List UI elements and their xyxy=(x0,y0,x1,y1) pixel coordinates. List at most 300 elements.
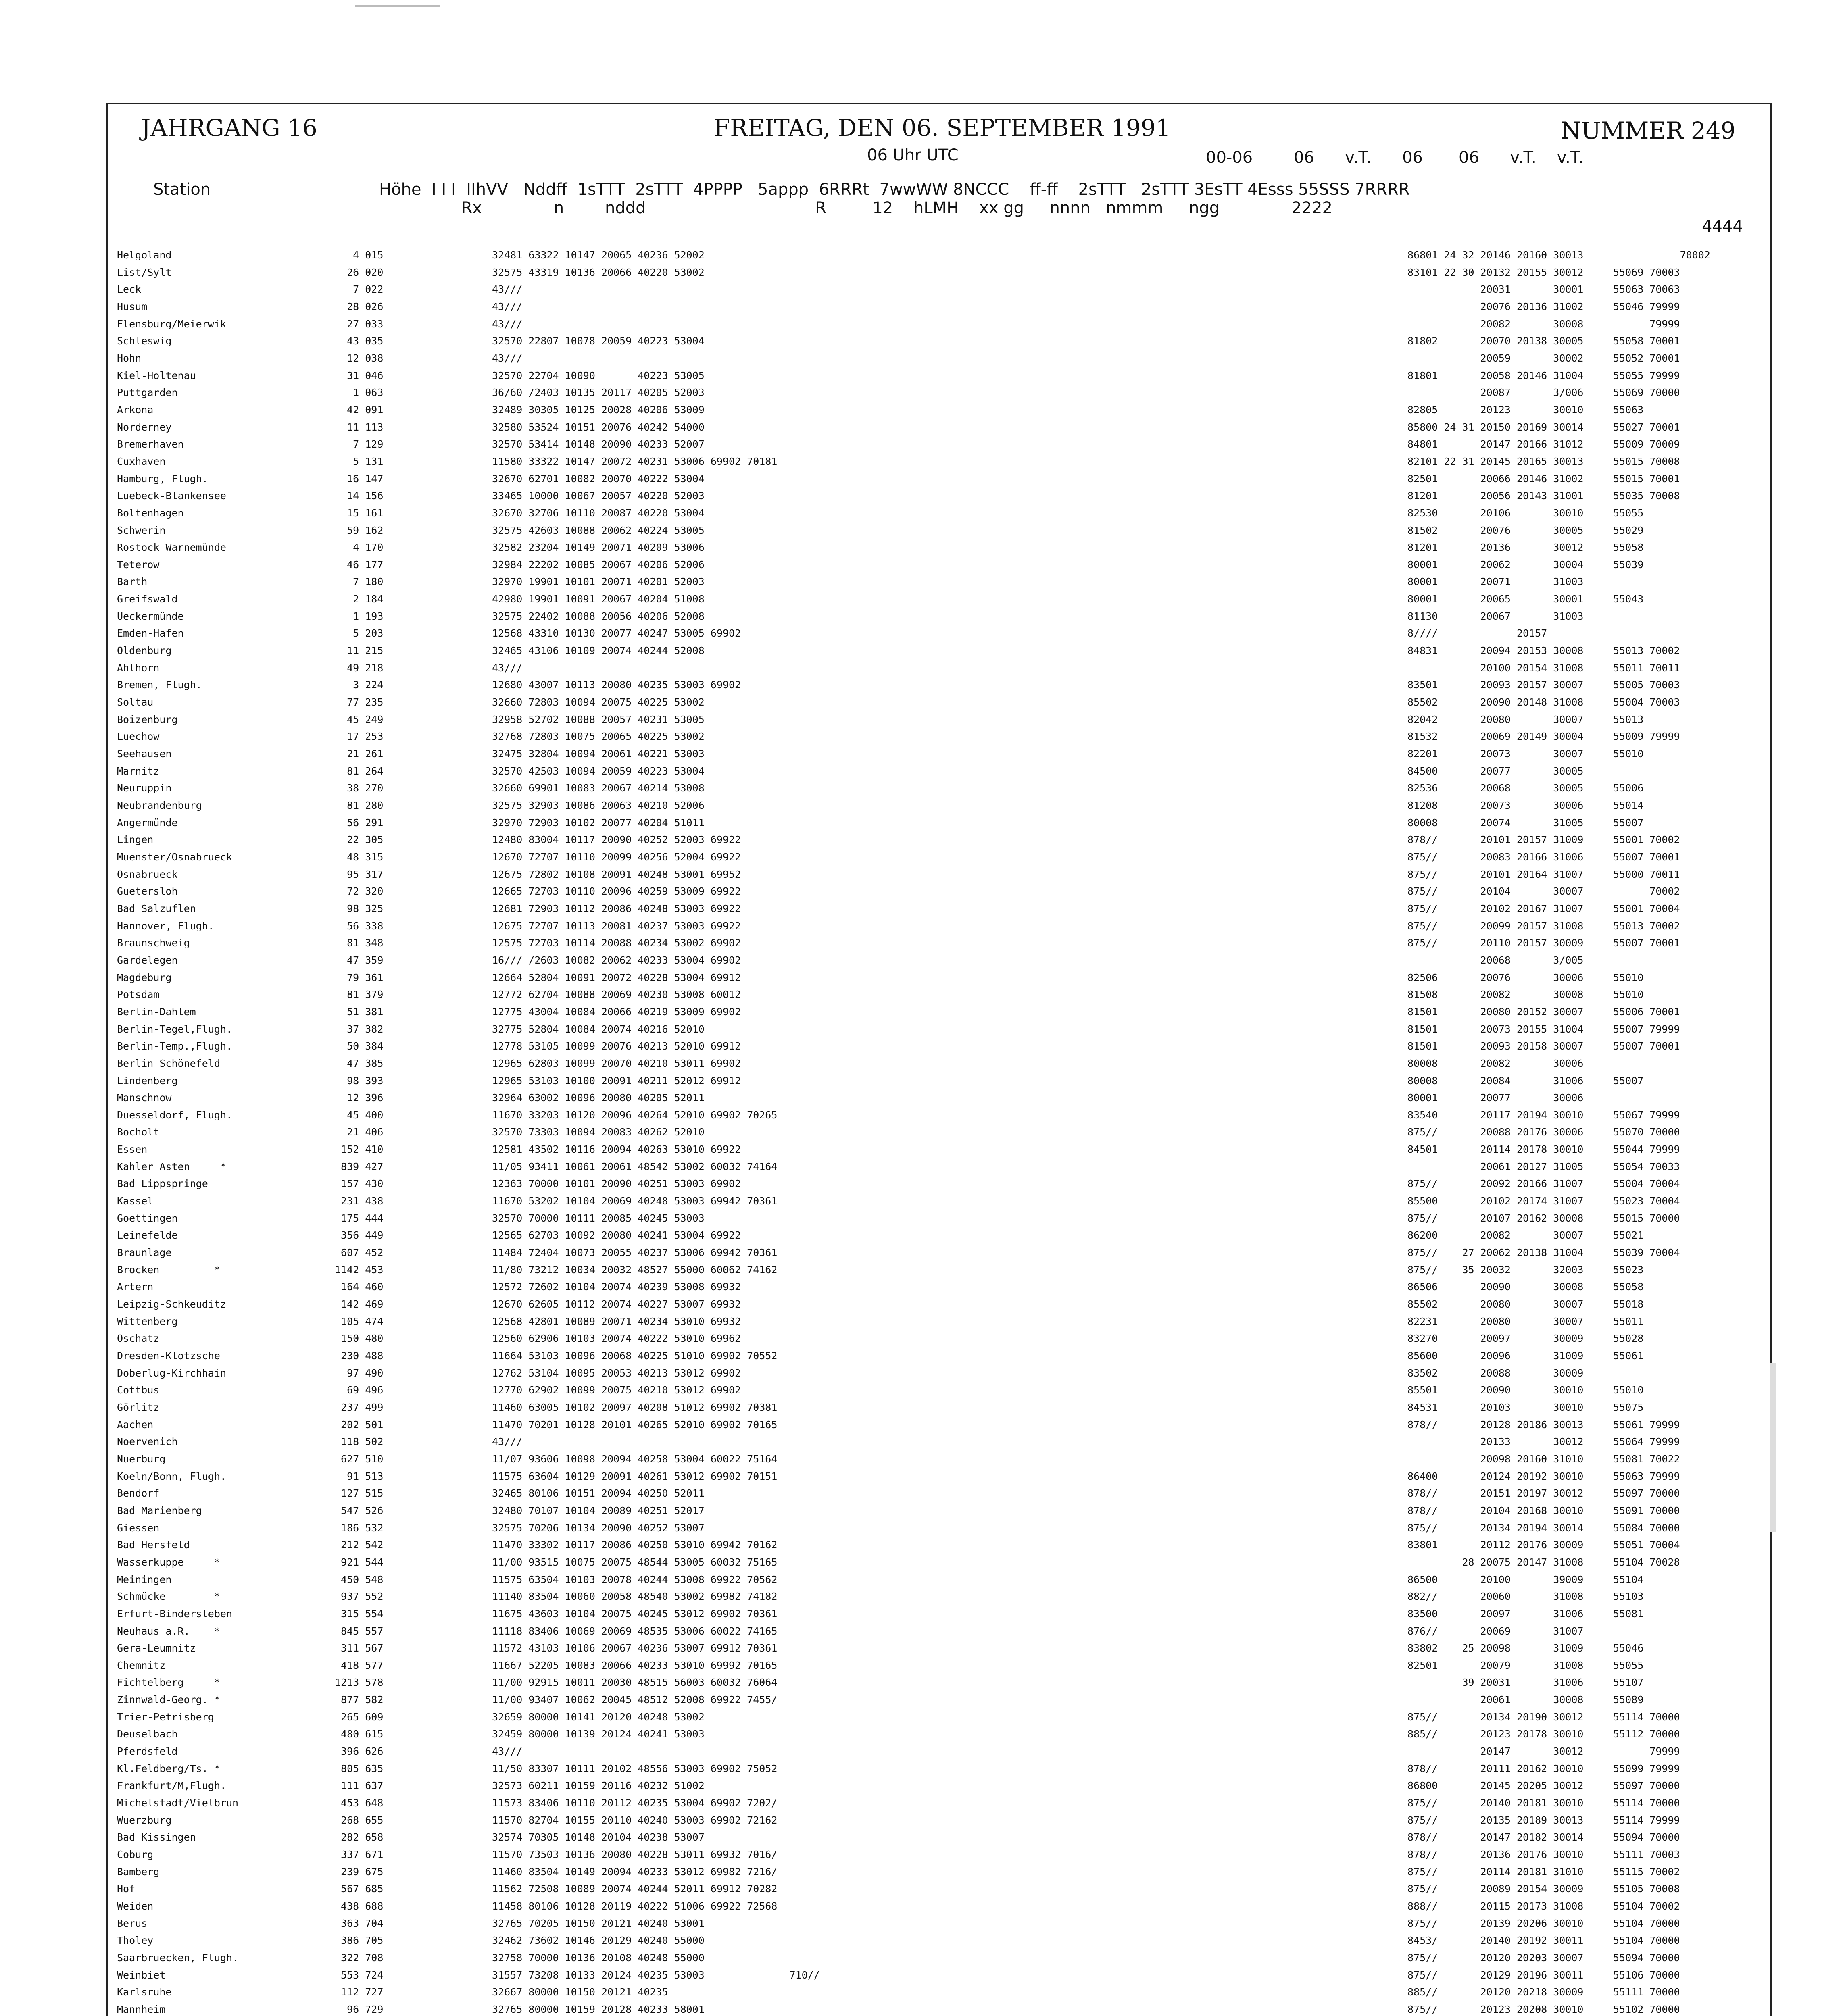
synop-groups: 12670 62605 10112 20074 40227 53007 69932 xyxy=(492,1298,741,1310)
station-id: 16 147 xyxy=(335,473,384,485)
station-id: 805 635 xyxy=(335,1762,384,1774)
supplementary-groups: 55069 70003 xyxy=(1613,266,1680,278)
station-id: 627 510 xyxy=(335,1453,384,1465)
station-id: 96 729 xyxy=(335,2003,384,2015)
table-row xyxy=(117,591,1766,608)
table-row xyxy=(117,1347,1766,1365)
supplementary-groups: 55094 70000 xyxy=(1613,1951,1680,1964)
extra-groups: 878// 20128 20186 30013 xyxy=(1407,1418,1584,1431)
station-id: 15 161 xyxy=(335,507,384,519)
synop-groups: 12560 62906 10103 20074 40222 53010 69962 xyxy=(492,1333,741,1345)
synop-groups: 16/// /2603 10082 20062 40233 53004 69902 xyxy=(492,954,741,966)
table-row xyxy=(117,952,1766,969)
volume-label: JAHRGANG 16 xyxy=(141,114,317,142)
supplementary-groups: 55058 xyxy=(1613,1281,1644,1293)
table-row xyxy=(117,1674,1766,1691)
station-name: Meiningen xyxy=(117,1573,172,1585)
extra-groups: 81801 20058 20146 31004 xyxy=(1407,369,1584,381)
station-name: Giessen xyxy=(117,1522,160,1534)
supplementary-groups: 55064 79999 xyxy=(1613,1436,1680,1448)
supplementary-groups: 55028 xyxy=(1613,1333,1644,1345)
station-id: 43 035 xyxy=(335,335,384,347)
station-id: 231 438 xyxy=(335,1195,384,1207)
extra-groups: 83500 20097 31006 xyxy=(1407,1608,1584,1620)
station-id: 98 393 xyxy=(335,1075,384,1087)
synop-groups: 11470 33302 10117 20086 40250 53010 69942 70162 xyxy=(492,1539,778,1551)
synop-groups: 32465 80106 10151 20094 40250 52011 xyxy=(492,1487,705,1500)
station-id: 547 526 xyxy=(335,1504,384,1516)
synop-groups: 12775 43004 10084 20066 40219 53009 69902 xyxy=(492,1006,741,1018)
station-id: 4 170 xyxy=(335,541,384,554)
station-name: Karlsruhe xyxy=(117,1986,172,1998)
synop-groups: 43/// xyxy=(492,300,523,312)
supplementary-groups: 55044 79999 xyxy=(1613,1143,1680,1156)
supplementary-groups: 55007 70001 xyxy=(1613,937,1680,949)
extra-groups: 82201 20073 30007 xyxy=(1407,748,1584,760)
table-row xyxy=(117,1055,1766,1073)
synop-groups: 32480 70107 10104 20089 40251 52017 xyxy=(492,1504,705,1516)
station-name: Norderney xyxy=(117,421,172,433)
station-id: 1213 578 xyxy=(335,1677,384,1689)
supplementary-groups: 55007 70001 xyxy=(1613,851,1680,863)
station-name: Potsdam xyxy=(117,989,160,1001)
extra-groups: 39 20031 31006 xyxy=(1407,1677,1584,1689)
extra-groups: 81208 20073 30006 xyxy=(1407,800,1584,811)
station-id: 1 063 xyxy=(335,387,384,399)
station-id: 450 548 xyxy=(335,1573,384,1585)
station-id: 1 193 xyxy=(335,610,384,622)
extra-groups: 84500 20077 30005 xyxy=(1407,765,1584,777)
time-label: 06 Uhr UTC xyxy=(867,146,959,165)
extra-groups: 875// 20104 30007 xyxy=(1407,885,1584,898)
station-name: Braunschweig xyxy=(117,937,190,949)
extra-groups: 85502 20090 20148 31008 xyxy=(1407,696,1584,708)
station-name: Kassel xyxy=(117,1195,154,1207)
station-name: Artern xyxy=(117,1281,154,1293)
synop-groups: 32768 72803 10075 20065 40225 53002 xyxy=(492,731,705,743)
table-row xyxy=(117,1640,1766,1657)
extra-groups: 81130 20067 31003 xyxy=(1407,610,1584,622)
table-row xyxy=(117,1262,1766,1279)
extra-groups: 20133 30012 xyxy=(1407,1436,1584,1448)
station-name: Goettingen xyxy=(117,1212,178,1224)
station-id: 937 552 xyxy=(335,1591,384,1603)
supplementary-groups: 55009 79999 xyxy=(1613,731,1680,743)
table-row xyxy=(117,728,1766,746)
table-row xyxy=(117,1760,1766,1778)
column-header-line1: Höhe I I I IIhVV Nddff 1sTTT 2sTTT 4PPPP 5appp 6RRRt 7wwWW 8NCCC ff-ff 2sTTT 2sTTT 3EsTT 4Esss 55SSS 7RRRR xyxy=(379,180,1410,199)
extra-groups: 20147 30012 xyxy=(1407,1745,1584,1758)
station-id: 567 685 xyxy=(335,1883,384,1895)
station-id: 97 490 xyxy=(335,1367,384,1379)
station-id: 72 320 xyxy=(335,885,384,898)
extra-groups: 875// 20092 20166 31007 xyxy=(1407,1178,1584,1190)
supplementary-groups: 70002 xyxy=(1613,885,1680,898)
extra-groups: 81501 20073 20155 31004 xyxy=(1407,1023,1584,1035)
station-id: 164 460 xyxy=(335,1281,384,1293)
extra-groups: 20098 20160 31010 xyxy=(1407,1453,1584,1465)
station-name: Michelstadt/Vielbrun xyxy=(117,1797,239,1809)
station-name: Chemnitz xyxy=(117,1659,166,1671)
station-name: Gardelegen xyxy=(117,954,178,966)
table-row xyxy=(117,1984,1766,2001)
supplementary-groups: 55007 xyxy=(1613,1075,1644,1087)
synop-groups: 11675 43603 10104 20075 40245 53012 69902 70361 xyxy=(492,1608,778,1620)
extra-groups: 83540 20117 20194 30010 xyxy=(1407,1109,1584,1121)
supplementary-groups: 55107 xyxy=(1613,1677,1644,1689)
supplementary-groups: 55058 70001 xyxy=(1613,335,1680,347)
supplementary-groups: 55015 70000 xyxy=(1613,1212,1680,1224)
synop-groups: 11/05 93411 10061 20061 48542 53002 60032 74164 xyxy=(492,1160,778,1173)
station-id: 12 038 xyxy=(335,352,384,364)
station-name: Ueckermünde xyxy=(117,610,184,622)
extra-groups: 20087 3/006 xyxy=(1407,387,1584,399)
station-name: Leipzig-Schkeuditz xyxy=(117,1298,226,1310)
supplementary-groups: 55104 70000 xyxy=(1613,1935,1680,1947)
table-row xyxy=(117,780,1766,797)
table-row xyxy=(117,866,1766,883)
synop-groups: 11/50 83307 10111 20102 48556 53003 69902 75052 xyxy=(492,1762,778,1774)
synop-groups: 12572 72602 10104 20074 40239 53008 69932 xyxy=(492,1281,741,1293)
station-name: Weiden xyxy=(117,1900,154,1912)
supplementary-groups: 55006 xyxy=(1613,782,1644,794)
extra-groups: 80001 20077 30006 xyxy=(1407,1092,1584,1104)
supplementary-groups: 55061 xyxy=(1613,1350,1644,1362)
extra-groups: 875// 20120 20203 30007 xyxy=(1407,1951,1584,1964)
supplementary-groups: 55039 xyxy=(1613,558,1644,571)
table-row xyxy=(117,642,1766,660)
synop-groups: 12770 62902 10099 20075 40210 53012 69902 xyxy=(492,1384,741,1396)
issue-number: NUMMER 249 xyxy=(1561,117,1736,144)
extra-groups: 20061 20127 31005 xyxy=(1407,1160,1584,1173)
station-id: 81 264 xyxy=(335,765,384,777)
table-row xyxy=(117,883,1766,900)
table-row xyxy=(117,453,1766,471)
synop-groups: 32970 72903 10102 20077 40204 51011 xyxy=(492,816,705,829)
station-name: Berlin-Dahlem xyxy=(117,1006,196,1018)
synop-groups: 42980 19901 10091 20067 40204 51008 xyxy=(492,593,705,605)
station-name: Braunlage xyxy=(117,1247,172,1259)
table-row xyxy=(117,1743,1766,1760)
extra-groups: 82231 20080 30007 xyxy=(1407,1315,1584,1327)
synop-groups: 32570 73303 10094 20083 40262 52010 xyxy=(492,1126,705,1138)
table-row xyxy=(117,487,1766,505)
extra-groups: 81201 20056 20143 31001 xyxy=(1407,490,1584,502)
station-id: 77 235 xyxy=(335,696,384,708)
table-row xyxy=(117,1193,1766,1210)
station-name: Noervenich xyxy=(117,1436,178,1448)
extra-groups: 82042 20080 30007 xyxy=(1407,713,1584,725)
station-id: 386 705 xyxy=(335,1935,384,1947)
station-name: Schleswig xyxy=(117,335,172,347)
extra-groups: 81501 20080 20152 30007 xyxy=(1407,1006,1584,1018)
station-name: Boltenhagen xyxy=(117,507,184,519)
supplementary-groups: 79999 xyxy=(1613,1745,1680,1758)
station-name: Doberlug-Kirchhain xyxy=(117,1367,226,1379)
extra-groups: 85500 20102 20174 31007 xyxy=(1407,1195,1584,1207)
extra-groups: 86506 20090 30008 xyxy=(1407,1281,1584,1293)
station-name: Frankfurt/M,Flugh. xyxy=(117,1780,226,1792)
station-id: 268 655 xyxy=(335,1814,384,1826)
station-name: Angermünde xyxy=(117,816,178,829)
station-name: Lingen xyxy=(117,834,154,846)
synop-groups: 11484 72404 10073 20055 40237 53006 69942 70361 xyxy=(492,1247,778,1259)
station-name: Teterow xyxy=(117,558,160,571)
synop-groups: 11460 83504 10149 20094 40233 53012 69982 7216/ xyxy=(492,1866,778,1878)
station-name: Barth xyxy=(117,576,148,588)
station-name: Mannheim xyxy=(117,2003,166,2015)
station-id: 47 359 xyxy=(335,954,384,966)
extra-groups: 82506 20076 30006 xyxy=(1407,971,1584,983)
supplementary-groups: 55004 70004 xyxy=(1613,1178,1680,1190)
extra-groups: 83801 20112 20176 30009 xyxy=(1407,1539,1584,1551)
supplementary-groups: 55027 70001 xyxy=(1613,421,1680,433)
station-id: 337 671 xyxy=(335,1849,384,1861)
extra-groups: 875// 20129 20196 30011 xyxy=(1407,1969,1584,1981)
station-id: 127 515 xyxy=(335,1487,384,1500)
table-row xyxy=(117,1932,1766,1949)
table-row xyxy=(117,1777,1766,1795)
station-name: Puttgarden xyxy=(117,387,178,399)
column-header-line3: 4444 xyxy=(1702,217,1743,236)
station-id: 3 224 xyxy=(335,679,384,691)
table-row xyxy=(117,1073,1766,1090)
synop-groups: 32575 70206 10134 20090 40252 53007 xyxy=(492,1522,705,1534)
supplementary-groups: 55094 70000 xyxy=(1613,1831,1680,1843)
synop-groups: 36/60 /2403 10135 20117 40205 52003 xyxy=(492,387,705,399)
scan-mark xyxy=(355,5,440,7)
extra-groups: 84801 20147 20166 31012 xyxy=(1407,438,1584,450)
extra-groups: 80001 20065 30001 xyxy=(1407,593,1584,605)
station-id: 59 162 xyxy=(335,524,384,536)
station-id: 363 704 xyxy=(335,1917,384,1929)
extra-groups: 20100 20154 31008 xyxy=(1407,662,1584,674)
station-name: Bad Lippspringe xyxy=(117,1178,208,1190)
extra-groups: 86500 20100 39009 xyxy=(1407,1573,1584,1585)
extra-groups: 86200 20082 30007 xyxy=(1407,1229,1584,1241)
supplementary-groups: 55004 70003 xyxy=(1613,696,1680,708)
station-id: 81 379 xyxy=(335,989,384,1001)
table-row xyxy=(117,522,1766,539)
synop-groups: 11575 63604 10129 20091 40261 53012 69902 70151 xyxy=(492,1470,778,1482)
extra-groups: 875// 20110 20157 30009 xyxy=(1407,937,1584,949)
synop-groups: 32459 80000 10139 20124 40241 53003 xyxy=(492,1728,705,1740)
station-id: 7 180 xyxy=(335,576,384,588)
supplementary-groups: 55104 xyxy=(1613,1573,1644,1585)
table-row xyxy=(117,1864,1766,1881)
extra-groups: 80001 20062 30004 xyxy=(1407,558,1584,571)
extra-groups: 875// 20134 20190 30012 xyxy=(1407,1711,1584,1723)
station-id: 27 033 xyxy=(335,318,384,330)
extra-groups: 84831 20094 20153 30008 xyxy=(1407,645,1584,657)
supplementary-groups: 55018 xyxy=(1613,1298,1644,1310)
extra-groups: 82101 22 31 20145 20165 30013 xyxy=(1407,455,1584,467)
synop-groups: 11570 82704 10155 20110 40240 53003 69902 72162 xyxy=(492,1814,778,1826)
supplementary-groups: 55051 70004 xyxy=(1613,1539,1680,1551)
table-row xyxy=(117,900,1766,918)
synop-groups: 43/// xyxy=(492,318,523,330)
station-name: Zinnwald-Georg. * xyxy=(117,1694,220,1706)
station-name: Luebeck-Blankensee xyxy=(117,490,226,502)
supplementary-groups: 55007 xyxy=(1613,816,1644,829)
synop-groups: 12965 62803 10099 20070 40210 53011 69902 xyxy=(492,1057,741,1069)
station-name: Manschnow xyxy=(117,1092,172,1104)
supplementary-groups: 55104 70000 xyxy=(1613,1917,1680,1929)
extra-groups: 878// 20111 20162 30010 xyxy=(1407,1762,1584,1774)
station-id: 37 382 xyxy=(335,1023,384,1035)
table-row xyxy=(117,505,1766,522)
synop-groups: 11458 80106 10128 20119 40222 51006 69922 72568 xyxy=(492,1900,778,1912)
synop-groups: 32475 32804 10094 20061 40221 53003 xyxy=(492,748,705,760)
supplementary-groups: 55114 70000 xyxy=(1613,1797,1680,1809)
extra-groups: 20082 30008 xyxy=(1407,318,1584,330)
station-id: 47 385 xyxy=(335,1057,384,1069)
station-id: 265 609 xyxy=(335,1711,384,1723)
table-row xyxy=(117,918,1766,935)
station-id: 453 648 xyxy=(335,1797,384,1809)
extra-groups: 81501 20093 20158 30007 xyxy=(1407,1040,1584,1052)
extra-groups: 80001 20071 31003 xyxy=(1407,576,1584,588)
extra-groups: 83501 20093 20157 30007 xyxy=(1407,679,1584,691)
table-row xyxy=(117,1416,1766,1434)
supplementary-groups: 55035 70008 xyxy=(1613,490,1680,502)
station-name: Seehausen xyxy=(117,748,172,760)
table-row xyxy=(117,333,1766,350)
extra-groups: 83802 25 20098 31009 xyxy=(1407,1642,1584,1654)
station-id: 311 567 xyxy=(335,1642,384,1654)
station-name: Rostock-Warnemünde xyxy=(117,541,226,554)
supplementary-groups: 55001 70002 xyxy=(1613,834,1680,846)
table-row xyxy=(117,814,1766,832)
station-name: Deuselbach xyxy=(117,1728,178,1740)
station-id: 322 708 xyxy=(335,1951,384,1964)
station-id: 186 532 xyxy=(335,1522,384,1534)
extra-groups: 875// 20114 20181 31010 xyxy=(1407,1866,1584,1878)
synop-groups: 11670 33203 10120 20096 40264 52010 69902 70265 xyxy=(492,1109,778,1121)
synop-groups: 12762 53104 10095 20053 40213 53012 69902 xyxy=(492,1367,741,1379)
supplementary-groups: 55063 79999 xyxy=(1613,1470,1680,1482)
table-row xyxy=(117,1382,1766,1399)
table-row xyxy=(117,1898,1766,1915)
station-id: 111 637 xyxy=(335,1780,384,1792)
table-row xyxy=(117,316,1766,333)
extra-groups: 875// 27 20062 20138 31004 xyxy=(1407,1247,1584,1259)
station-name: Wittenberg xyxy=(117,1315,178,1327)
station-name: Soltau xyxy=(117,696,154,708)
synop-groups: 32570 22807 10078 20059 40223 53004 xyxy=(492,335,705,347)
extra-groups: 875// 20134 20194 30014 xyxy=(1407,1522,1584,1534)
station-id: 396 626 xyxy=(335,1745,384,1758)
table-row xyxy=(117,471,1766,488)
synop-groups: 11573 83406 10110 20112 40235 53004 69902 7202/ xyxy=(492,1797,778,1809)
station-id: 230 488 xyxy=(335,1350,384,1362)
extra-groups: 875// 20088 20176 30006 xyxy=(1407,1126,1584,1138)
table-row xyxy=(117,1520,1766,1537)
synop-groups: 11580 33322 10147 20072 40231 53006 69902 70181 xyxy=(492,455,778,467)
extra-groups: 878// 20147 20182 30014 xyxy=(1407,1831,1584,1843)
station-name: Husum xyxy=(117,300,148,312)
station-name: Luechow xyxy=(117,731,160,743)
table-row xyxy=(117,1399,1766,1416)
synop-groups: 11/80 73212 10034 20032 48527 55000 60062 74162 xyxy=(492,1264,778,1276)
station-id: 26 020 xyxy=(335,266,384,278)
station-name: Osnabrueck xyxy=(117,868,178,880)
station-name: Görlitz xyxy=(117,1401,160,1413)
station-id: 212 542 xyxy=(335,1539,384,1551)
station-id: 42 091 xyxy=(335,404,384,416)
synop-groups: 32481 63322 10147 20065 40236 52002 xyxy=(492,249,705,261)
station-name: Bad Kissingen xyxy=(117,1831,196,1843)
station-name: Schmücke * xyxy=(117,1591,220,1603)
station-name: Flensburg/Meierwik xyxy=(117,318,226,330)
table-row xyxy=(117,1244,1766,1262)
extra-groups: 83101 22 30 20132 20155 30012 xyxy=(1407,266,1584,278)
extra-groups: 878// 20151 20197 30012 xyxy=(1407,1487,1584,1500)
supplementary-groups: 55099 79999 xyxy=(1613,1762,1680,1774)
station-name: Coburg xyxy=(117,1849,154,1861)
station-name: Kl.Feldberg/Ts. * xyxy=(117,1762,220,1774)
table-row xyxy=(117,660,1766,677)
supplementary-groups: 55015 70008 xyxy=(1613,455,1680,467)
extra-groups: 875// 20135 20189 30013 xyxy=(1407,1814,1584,1826)
station-name: Pferdsfeld xyxy=(117,1745,178,1758)
station-name: Muenster/Osnabrueck xyxy=(117,851,232,863)
extra-groups: 888// 20115 20173 31008 xyxy=(1407,1900,1584,1912)
extra-groups: 875// 20083 20166 31006 xyxy=(1407,851,1584,863)
supplementary-groups: 55055 xyxy=(1613,507,1644,519)
table-row xyxy=(117,264,1766,281)
table-row xyxy=(117,1107,1766,1124)
station-id: 921 544 xyxy=(335,1556,384,1568)
station-name: Bremen, Flugh. xyxy=(117,679,202,691)
synop-groups: 32667 80000 10150 20121 40235 xyxy=(492,1986,668,1998)
table-row xyxy=(117,1089,1766,1107)
station-id: 14 156 xyxy=(335,490,384,502)
station-id: 237 499 xyxy=(335,1401,384,1413)
station-id: 21 261 xyxy=(335,748,384,760)
table-row xyxy=(117,1881,1766,1898)
station-name: Emden-Hafen xyxy=(117,627,184,639)
extra-groups: 82530 20106 30010 xyxy=(1407,507,1584,519)
synop-groups: 32573 60211 10159 20116 40232 51002 xyxy=(492,1780,705,1792)
supplementary-groups: 55014 xyxy=(1613,800,1644,811)
station-id: 7 022 xyxy=(335,283,384,296)
station-id: 56 291 xyxy=(335,816,384,829)
station-id: 282 658 xyxy=(335,1831,384,1843)
extra-groups: 878// 20136 20176 30010 xyxy=(1407,1849,1584,1861)
synop-groups: 32580 53524 10151 20076 40242 54000 xyxy=(492,421,705,433)
station-id: 46 177 xyxy=(335,558,384,571)
table-row xyxy=(117,797,1766,814)
supplementary-groups: 55106 70000 xyxy=(1613,1969,1680,1981)
table-row xyxy=(117,1571,1766,1589)
table-row xyxy=(117,1537,1766,1554)
table-row xyxy=(117,1175,1766,1193)
station-name: Bamberg xyxy=(117,1866,160,1878)
extra-groups: 875// 20123 20208 30010 xyxy=(1407,2003,1584,2015)
station-id: 28 026 xyxy=(335,300,384,312)
station-name: Duesseldorf, Flugh. xyxy=(117,1109,232,1121)
supplementary-groups: 55010 xyxy=(1613,748,1644,760)
station-name: Wuerzburg xyxy=(117,1814,172,1826)
supplementary-groups: 55052 70001 xyxy=(1613,352,1680,364)
synop-groups: 32660 69901 10083 20067 40214 53008 xyxy=(492,782,705,794)
station-name: Tholey xyxy=(117,1935,154,1947)
synop-groups: 32964 63002 10096 20080 40205 52011 xyxy=(492,1092,705,1104)
station-id: 480 615 xyxy=(335,1728,384,1740)
station-id: 202 501 xyxy=(335,1418,384,1431)
station-id: 418 577 xyxy=(335,1659,384,1671)
